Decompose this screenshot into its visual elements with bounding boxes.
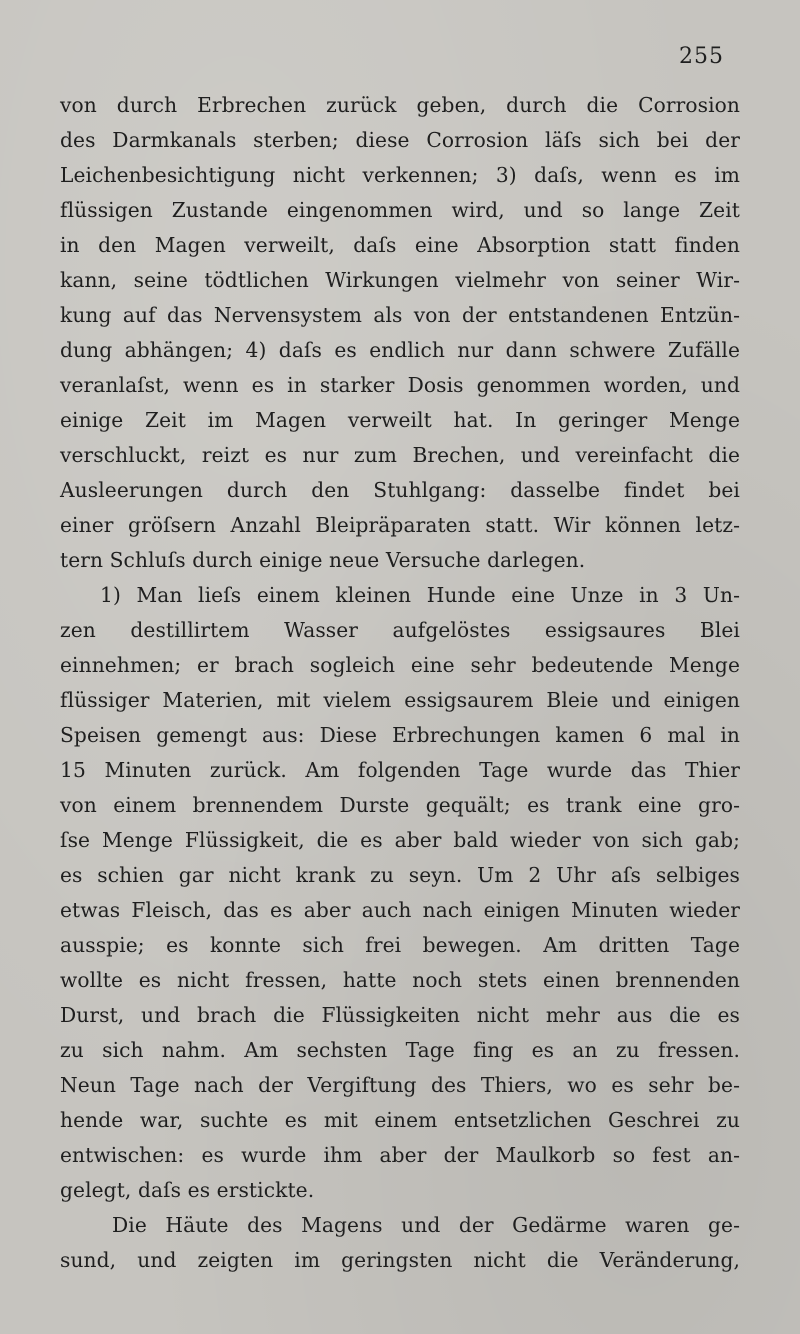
text-line: 15 Minuten zurück. Am folgenden Tage wurde das Thier (60, 758, 740, 782)
text-line: verschluckt, reizt es nur zum Brechen, und vereinfacht die (60, 443, 740, 467)
text-line: hende war, suchte es mit einem entsetzlichen Geschrei zu (60, 1108, 740, 1132)
page-number: 255 (679, 44, 724, 69)
text-line: flüssigen Zustande eingenommen wird, und so lange Zeit (60, 198, 740, 222)
text-line: zen destillirtem Wasser aufgelöstes essigsaures Blei (60, 618, 740, 642)
text-line: kung auf das Nervensystem als von der entstandenen Entzün- (60, 303, 740, 327)
text-line: 1) Man lieſs einem kleinen Hunde eine Unze in 3 Un- (100, 583, 740, 607)
text-line: in den Magen verweilt, daſs eine Absorption statt finden (60, 233, 740, 257)
text-line: ausspie; es konnte sich frei bewegen. Am dritten Tage (60, 933, 740, 957)
text-line: entwischen: es wurde ihm aber der Maulkorb so fest an- (60, 1143, 740, 1167)
text-line: des Darmkanals sterben; diese Corrosion läſs sich bei der (60, 128, 740, 152)
text-line: dung abhängen; 4) daſs es endlich nur dann schwere Zufälle (60, 338, 740, 362)
text-line: kann, seine tödtlichen Wirkungen vielmehr von seiner Wir- (60, 268, 740, 292)
text-line: Speisen gemengt aus: Diese Erbrechungen kamen 6 mal in (60, 723, 740, 747)
text-line: Die Häute des Magens und der Gedärme waren ge- (112, 1213, 740, 1237)
text-line: einige Zeit im Magen verweilt hat. In geringer Menge (60, 408, 740, 432)
text-line: zu sich nahm. Am sechsten Tage fing es an zu fressen. (60, 1038, 740, 1062)
text-line: sund, und zeigten im geringsten nicht die Veränderung, (60, 1248, 740, 1272)
text-line: Leichenbesichtigung nicht verkennen; 3) daſs, wenn es im (60, 163, 740, 187)
text-line: flüssiger Materien, mit vielem essigsaurem Bleie und einigen (60, 688, 740, 712)
text-line: einer gröſsern Anzahl Bleipräparaten statt. Wir können letz- (60, 513, 740, 537)
text-line: ſse Menge Flüssigkeit, die es aber bald wieder von sich gab; (60, 828, 740, 852)
text-line: es schien gar nicht krank zu seyn. Um 2 Uhr aſs selbiges (60, 863, 740, 887)
text-line: etwas Fleisch, das es aber auch nach einigen Minuten wieder (60, 898, 740, 922)
text-line: Neun Tage nach der Vergiftung des Thiers, wo es sehr be- (60, 1073, 740, 1097)
text-line: von durch Erbrechen zurück geben, durch die Corrosion (60, 93, 740, 117)
text-line: wollte es nicht fressen, hatte noch stets einen brennenden (60, 968, 740, 992)
text-line: einnehmen; er brach sogleich eine sehr bedeutende Menge (60, 653, 740, 677)
text-line: gelegt, daſs es erstickte. (60, 1178, 315, 1202)
text-line: von einem brennendem Durste gequält; es trank eine gro- (60, 793, 740, 817)
text-line: veranlaſst, wenn es in starker Dosis genommen worden, und (60, 373, 740, 397)
text-line: tern Schluſs durch einige neue Versuche darlegen. (60, 548, 586, 572)
text-line: Durst, und brach die Flüssigkeiten nicht mehr aus die es (60, 1003, 740, 1027)
text-line: Ausleerungen durch den Stuhlgang: dasselbe findet bei (60, 478, 740, 502)
